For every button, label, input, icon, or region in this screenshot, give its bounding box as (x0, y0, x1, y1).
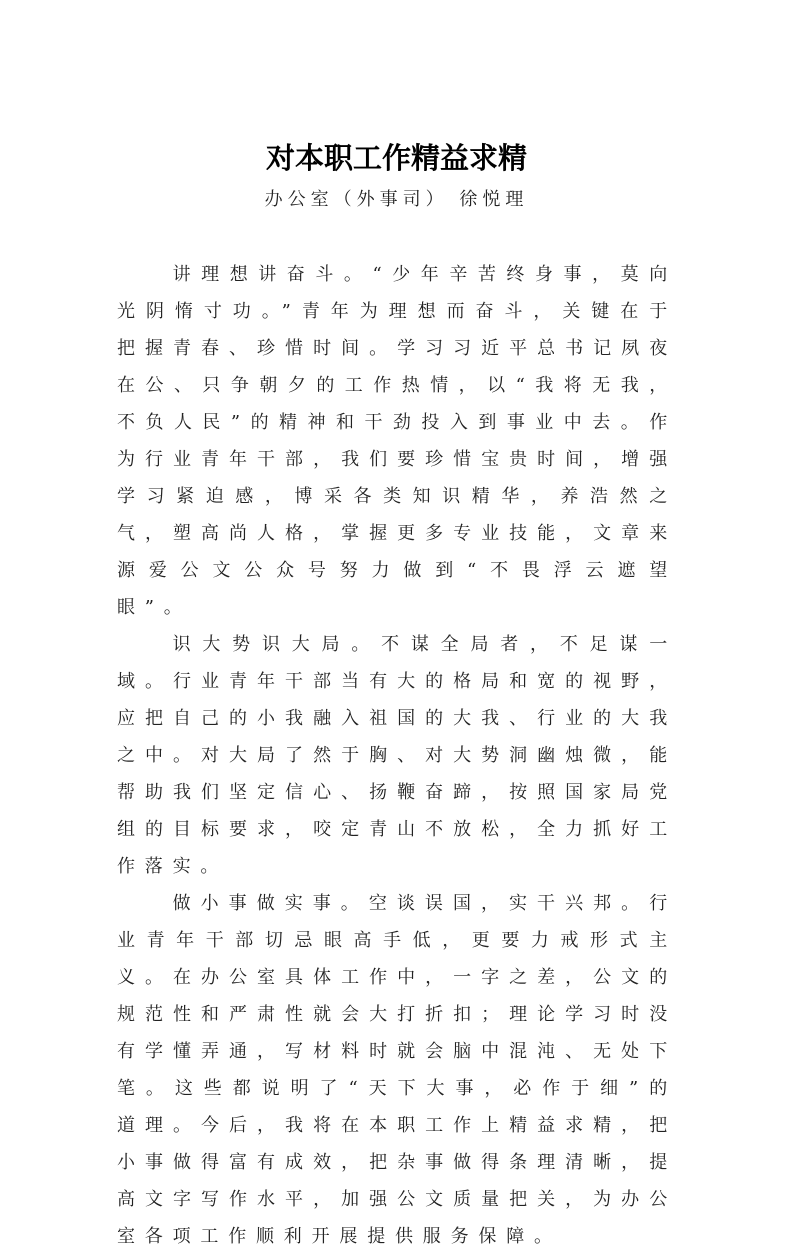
paragraph-ideals: 讲理想讲奋斗。“少年辛苦终身事，莫向光阴惰寸功。”青年为理想而奋斗，关键在于把握青春、珍惜时间。学习习近平总书记夙夜在公、只争朝夕的工作热情，以“我将无我，不负人民”的精神和干劲投入到事业中去。作为行业青年干部，我们要珍惜宝贵时间，增强学习紧迫感，博采各类知识精华，养浩然之气，塑高尚人格，掌握更多专业技能，文章来源爱公文公众号努力做到“不畏浮云遮望眼”。 (117, 264, 677, 618)
document-byline: 办公室（外事司） 徐悦理 (264, 189, 529, 210)
paragraph-practical-work: 做小事做实事。空谈误国，实干兴邦。行业青年干部切忌眼高手低，更要力戒形式主义。在办公室具体工作中，一字之差，公文的规范性和严肃性就会大打折扣；理论学习时没有学懂弄通，写材料时就会脑中混沌、无处下笔。这些都说明了“天下大事，必作于细”的道理。今后，我将在本职工作上精益求精，把小事做得富有成效，把杂事做得条理清晰，提高文字写作水平，加强公文质量把关，为办公室各项工作顺利开展提供服务保障。 (117, 893, 677, 1247)
document-title: 对本职工作精益求精 (265, 141, 527, 175)
paragraph-big-picture: 识大势识大局。不谋全局者，不足谋一域。行业青年干部当有大的格局和宽的视野，应把自己的小我融入祖国的大我、行业的大我之中。对大局了然于胸、对大势洞幽烛微，能帮助我们坚定信心、扬鞭奋蹄，按照国家局党组的目标要求，咬定青山不放松，全力抓好工作落实。 (117, 634, 677, 877)
document-body (117, 256, 677, 1255)
